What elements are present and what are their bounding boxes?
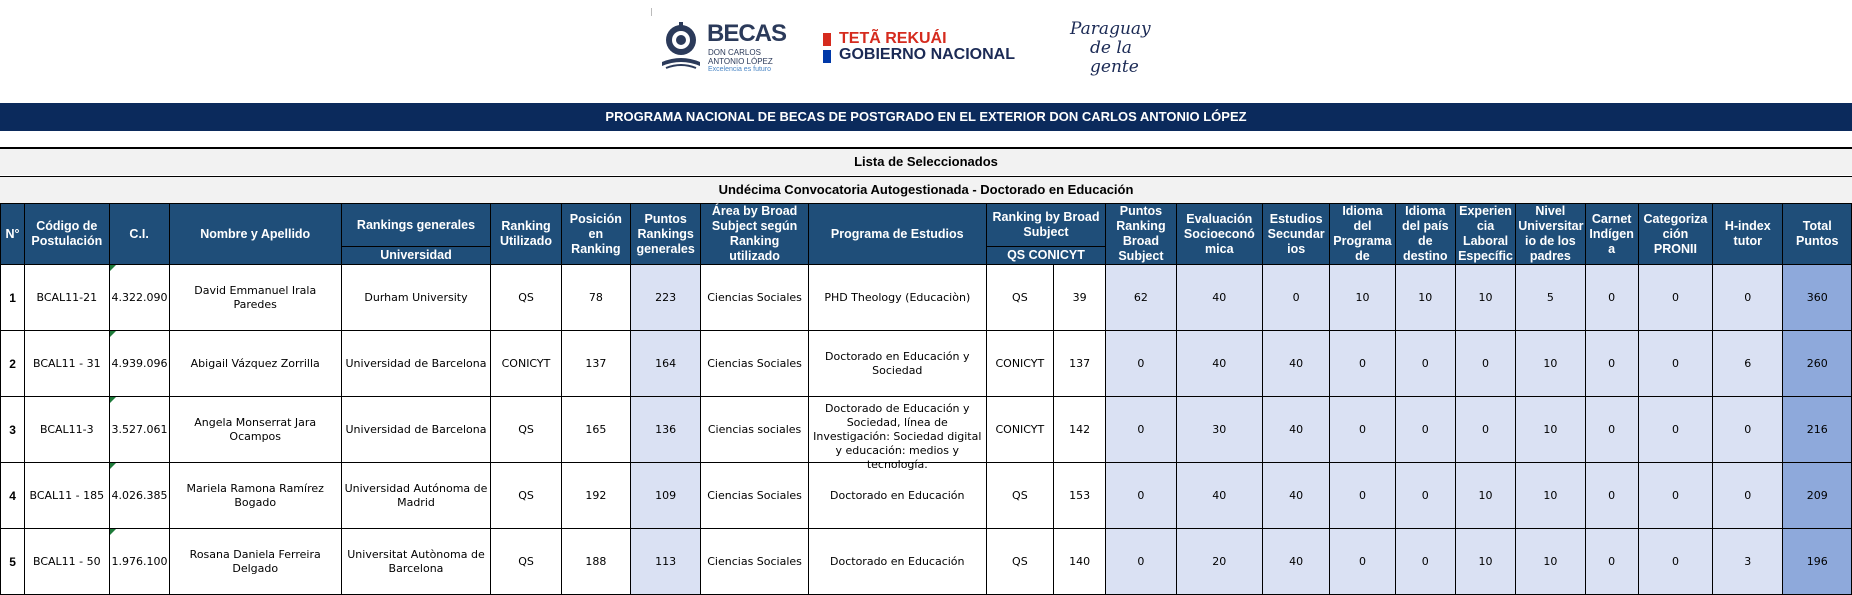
cell-estudios: 40 <box>1263 463 1330 529</box>
flag-icon <box>823 33 831 63</box>
cell-universidad: Universidad de Barcelona <box>341 331 491 397</box>
cell-area: Ciencias Sociales <box>701 331 809 397</box>
col-puntos-generales: Puntos Rankings generales <box>631 204 701 265</box>
cell-idioma-programa: 0 <box>1330 397 1395 463</box>
call-title: Undécima Convocatoria Autogestionada - Doctorado en Educación <box>0 176 1852 203</box>
col-area: Área by Broad Subject según Ranking utilizado <box>701 204 809 265</box>
col-rankings-generales: Rankings generales <box>341 204 491 247</box>
cell-evaluacion: 40 <box>1176 265 1262 331</box>
selected-table <box>0 203 1852 595</box>
cell-nombre: Angela Monserrat Jara Ocampos <box>169 397 341 463</box>
cell-evaluacion: 40 <box>1176 331 1262 397</box>
cell-posicion: 137 <box>561 331 630 397</box>
cell-evaluacion: 20 <box>1176 529 1262 595</box>
cell-ci: 4.939.096 <box>109 331 169 397</box>
cell-idioma-programa: 0 <box>1330 529 1395 595</box>
col-ranking-broad: Ranking by Broad Subject <box>986 204 1106 247</box>
col-posicion: Posición en Ranking <box>561 204 630 265</box>
becas-subtitle: DON CARLOS ANTONIO LÓPEZ <box>708 48 773 66</box>
cell-programa: PHD Theology (Educaciòn) <box>808 265 986 331</box>
cell-total: 260 <box>1783 331 1852 397</box>
table-row <box>1 463 1852 529</box>
cell-carnet: 0 <box>1585 397 1638 463</box>
col-n: N° <box>1 204 25 265</box>
col-universidad: Universidad <box>341 247 491 265</box>
paraguay-logo <box>1070 19 1180 77</box>
col-puntos-broad: Puntos Ranking Broad Subject <box>1106 204 1176 265</box>
cell-codigo: BCAL11-3 <box>25 397 109 463</box>
cell-broad-ranking: CONICYT <box>986 397 1053 463</box>
table-row <box>1 529 1852 595</box>
paraguay-line2: de la gente <box>1090 38 1139 77</box>
cell-categorizacion: 0 <box>1638 529 1712 595</box>
cell-ranking: CONICYT <box>491 331 561 397</box>
col-idioma-pais: Idioma del país de destino <box>1395 204 1455 265</box>
cell-ci: 3.527.061 <box>109 397 169 463</box>
cell-puntos-generales: 164 <box>631 331 701 397</box>
cell-broad-ranking: CONICYT <box>986 331 1053 397</box>
cell-broad-pos: 142 <box>1054 397 1106 463</box>
cell-nombre: Rosana Daniela Ferreira Delgado <box>169 529 341 595</box>
cell-broad-pos: 153 <box>1054 463 1106 529</box>
cell-idioma-programa: 10 <box>1330 265 1395 331</box>
col-idioma-programa: Idioma del Programa de <box>1330 204 1395 265</box>
col-ci: C.I. <box>109 204 169 265</box>
cell-codigo: BCAL11 - 185 <box>25 463 109 529</box>
col-programa: Programa de Estudios <box>808 204 986 265</box>
cell-estudios: 40 <box>1263 331 1330 397</box>
cell-n: 1 <box>1 265 25 331</box>
cell-idioma-pais: 0 <box>1395 463 1455 529</box>
cell-carnet: 0 <box>1585 463 1638 529</box>
cell-programa: Doctorado de Educación y Sociedad, línea de Investigación: Sociedad digital y educación: medios y tecnología. <box>808 397 986 463</box>
cell-codigo: BCAL11 - 31 <box>25 331 109 397</box>
cell-ranking: QS <box>491 529 561 595</box>
cell-puntos-broad: 0 <box>1106 397 1176 463</box>
col-ranking-utilizado: Ranking Utilizado <box>491 204 561 265</box>
cell-n: 2 <box>1 331 25 397</box>
cell-nombre: Abigail Vázquez Zorrilla <box>169 331 341 397</box>
cell-n: 5 <box>1 529 25 595</box>
cell-universidad: Durham University <box>341 265 491 331</box>
cell-total: 196 <box>1783 529 1852 595</box>
cell-nombre: Mariela Ramona Ramírez Bogado <box>169 463 341 529</box>
cell-hindex: 6 <box>1713 331 1783 397</box>
cell-puntos-broad: 0 <box>1106 331 1176 397</box>
cell-hindex: 0 <box>1713 463 1783 529</box>
col-estudios: Estudios Secundar ios <box>1263 204 1330 265</box>
col-qs-conicyt: QS CONICYT <box>986 247 1106 265</box>
cell-estudios: 40 <box>1263 529 1330 595</box>
cell-broad-ranking: QS <box>986 265 1053 331</box>
cell-nivel: 10 <box>1516 529 1585 595</box>
cell-puntos-generales: 136 <box>631 397 701 463</box>
cell-categorizacion: 0 <box>1638 397 1712 463</box>
cell-hindex: 0 <box>1713 265 1783 331</box>
cell-puntos-broad: 62 <box>1106 265 1176 331</box>
col-experiencia: Experien cia Laboral Específic <box>1455 204 1515 265</box>
table-row <box>1 265 1852 331</box>
col-nivel: Nivel Universitar io de los padres <box>1516 204 1585 265</box>
cell-evaluacion: 30 <box>1176 397 1262 463</box>
table-row <box>1 331 1852 397</box>
cell-ci: 4.322.090 <box>109 265 169 331</box>
gov-line1: TETÃ REKUÁI <box>839 30 947 47</box>
cell-broad-pos: 140 <box>1054 529 1106 595</box>
cell-universidad: Universitat Autònoma de Barcelona <box>341 529 491 595</box>
cell-universidad: Universidad Autónoma de Madrid <box>341 463 491 529</box>
cell-nivel: 10 <box>1516 331 1585 397</box>
table-row <box>1 397 1852 463</box>
cell-total: 216 <box>1783 397 1852 463</box>
gov-line2: GOBIERNO NACIONAL <box>839 46 1015 63</box>
program-banner: PROGRAMA NACIONAL DE BECAS DE POSTGRADO EN EL EXTERIOR DON CARLOS ANTONIO LÓPEZ <box>0 103 1852 131</box>
cell-codigo: BCAL11 - 50 <box>25 529 109 595</box>
cell-broad-ranking: QS <box>986 529 1053 595</box>
cell-evaluacion: 40 <box>1176 463 1262 529</box>
col-nombre: Nombre y Apellido <box>169 204 341 265</box>
cell-puntos-generales: 113 <box>631 529 701 595</box>
cell-posicion: 188 <box>561 529 630 595</box>
cell-posicion: 165 <box>561 397 630 463</box>
cell-area: Ciencias Sociales <box>701 463 809 529</box>
cell-programa: Doctorado en Educación <box>808 463 986 529</box>
cell-categorizacion: 0 <box>1638 331 1712 397</box>
col-carnet: Carnet Indígen a <box>1585 204 1638 265</box>
cell-idioma-programa: 0 <box>1330 463 1395 529</box>
cell-total: 209 <box>1783 463 1852 529</box>
cell-broad-pos: 39 <box>1054 265 1106 331</box>
cell-experiencia: 0 <box>1455 397 1515 463</box>
cell-puntos-generales: 109 <box>631 463 701 529</box>
cell-area: Ciencias sociales <box>701 397 809 463</box>
col-evaluacion: Evaluación Socioeconó mica <box>1176 204 1262 265</box>
cell-idioma-pais: 0 <box>1395 529 1455 595</box>
becas-title: BECAS <box>707 20 787 47</box>
cell-broad-ranking: QS <box>986 463 1053 529</box>
becas-seal-icon <box>660 22 702 72</box>
cell-hindex: 3 <box>1713 529 1783 595</box>
cell-n: 4 <box>1 463 25 529</box>
cell-ranking: QS <box>491 397 561 463</box>
cell-puntos-broad: 0 <box>1106 529 1176 595</box>
cell-n: 3 <box>1 397 25 463</box>
cell-carnet: 0 <box>1585 529 1638 595</box>
cell-nombre: David Emmanuel Irala Paredes <box>169 265 341 331</box>
cell-estudios: 0 <box>1263 265 1330 331</box>
cell-carnet: 0 <box>1585 265 1638 331</box>
cell-idioma-programa: 0 <box>1330 331 1395 397</box>
logo-header <box>0 0 1852 103</box>
col-codigo: Código de Postulación <box>25 204 109 265</box>
cell-experiencia: 0 <box>1455 331 1515 397</box>
cell-experiencia: 10 <box>1455 463 1515 529</box>
col-total: Total Puntos <box>1783 204 1852 265</box>
cell-broad-pos: 137 <box>1054 331 1106 397</box>
col-hindex: H-index tutor <box>1713 204 1783 265</box>
paraguay-line1: Paraguay <box>1070 19 1151 39</box>
cell-area: Ciencias Sociales <box>701 529 809 595</box>
cell-idioma-pais: 0 <box>1395 397 1455 463</box>
cell-experiencia: 10 <box>1455 265 1515 331</box>
cell-puntos-generales: 223 <box>631 265 701 331</box>
cell-total: 360 <box>1783 265 1852 331</box>
divider <box>651 8 652 16</box>
cell-ranking: QS <box>491 265 561 331</box>
col-categorizacion: Categoriza ción PRONII <box>1638 204 1712 265</box>
cell-posicion: 78 <box>561 265 630 331</box>
cell-nivel: 10 <box>1516 397 1585 463</box>
cell-area: Ciencias Sociales <box>701 265 809 331</box>
cell-programa: Doctorado en Educación y Sociedad <box>808 331 986 397</box>
cell-experiencia: 10 <box>1455 529 1515 595</box>
cell-estudios: 40 <box>1263 397 1330 463</box>
cell-universidad: Universidad de Barcelona <box>341 397 491 463</box>
cell-carnet: 0 <box>1585 331 1638 397</box>
cell-ci: 1.976.100 <box>109 529 169 595</box>
cell-hindex: 0 <box>1713 397 1783 463</box>
cell-posicion: 192 <box>561 463 630 529</box>
cell-ranking: QS <box>491 463 561 529</box>
cell-programa: Doctorado en Educación <box>808 529 986 595</box>
cell-ci: 4.026.385 <box>109 463 169 529</box>
cell-categorizacion: 0 <box>1638 463 1712 529</box>
cell-puntos-broad: 0 <box>1106 463 1176 529</box>
cell-categorizacion: 0 <box>1638 265 1712 331</box>
list-title: Lista de Seleccionados <box>0 148 1852 175</box>
cell-nivel: 5 <box>1516 265 1585 331</box>
gobierno-logo <box>823 30 1023 66</box>
cell-nivel: 10 <box>1516 463 1585 529</box>
cell-codigo: BCAL11-21 <box>25 265 109 331</box>
cell-idioma-pais: 10 <box>1395 265 1455 331</box>
cell-idioma-pais: 0 <box>1395 331 1455 397</box>
becas-tagline: Excelencia es futuro <box>708 66 772 73</box>
becas-logo <box>660 20 787 76</box>
